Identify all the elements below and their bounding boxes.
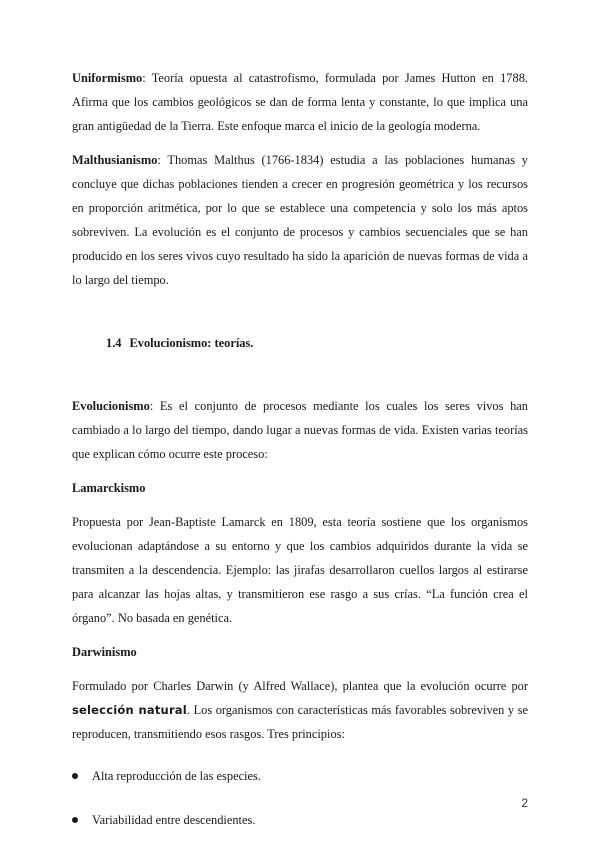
malthusianismo-paragraph xyxy=(72,148,528,292)
uniformismo-term: Uniformismo xyxy=(72,71,143,85)
darwinismo-paragraph xyxy=(72,674,528,746)
lamarckismo-paragraph: Propuesta por Jean-Baptiste Lamarck en 1809, esta teoría sostiene que los organismos evolucionan adaptándose a su entorno y que los cambios adquiridos durante la vida se transmiten a la descendencia. Ejemplo: las jirafas desarrollaron cuellos largos al estirarse para alcanzar las hojas altas, y transmitieron ese rasgo a sus crías. “La función crea el órgano”. No basada en genética. xyxy=(72,515,528,625)
section-title: Evolucionismo: teorías. xyxy=(129,336,254,350)
bullet-icon xyxy=(72,817,78,823)
evolucionismo-paragraph xyxy=(72,394,528,466)
section-heading xyxy=(72,332,528,354)
seleccion-natural-term: selección natural xyxy=(72,703,187,717)
malthusianismo-text: : Thomas Malthus (1766-1834) estudia a las poblaciones humanas y concluye que dichas poblaciones tienden a crecer en progresión geométrica y los recursos en proporción aritmética, por lo que se establece una competencia y solo los más aptos sobreviven. La evolución es el conjunto de procesos y cambios secuenciales que se han producido en los seres vivos cuyo resultado ha sido la aparición de nuevas formas de vida a lo largo del tiempo. xyxy=(72,153,528,287)
section-number: 1.4 xyxy=(106,336,122,350)
document-page xyxy=(72,66,528,852)
uniformismo-text: : Teoría opuesta al catastrofismo, formulada por James Hutton en 1788. Afirma que los cambios geológicos se dan de forma lenta y constante, lo que implica una gran antigüedad de la Tierra. Este enfoque marca el inicio de la geología moderna. xyxy=(72,71,528,133)
page-number: 2 xyxy=(521,796,528,810)
darwinismo-heading: Darwinismo xyxy=(72,645,137,659)
principles-list xyxy=(72,764,528,832)
evolucionismo-term: Evolucionismo xyxy=(72,399,150,413)
darwinismo-text-before: Formulado por Charles Darwin (y Alfred Wallace), plantea que la evolución ocurre por xyxy=(72,679,528,693)
evolucionismo-text: : Es el conjunto de procesos mediante los cuales los seres vivos han cambiado a lo largo del tiempo, dando lugar a nuevas formas de vida. Existen varias teorías que explican cómo ocurre este proceso: xyxy=(72,399,528,461)
uniformismo-paragraph xyxy=(72,66,528,138)
list-item xyxy=(72,764,528,788)
lamarckismo-heading: Lamarckismo xyxy=(72,481,146,495)
malthusianismo-term: Malthusianismo xyxy=(72,153,158,167)
principle-text: Alta reproducción de las especies. xyxy=(92,769,261,783)
principle-text: Variabilidad entre descendientes. xyxy=(92,813,256,827)
bullet-icon xyxy=(72,773,78,779)
darwinismo-text-after: . Los organismos con características más favorables sobreviven y se reproducen, transmitiendo esos rasgos. Tres principios: xyxy=(72,703,528,741)
list-item xyxy=(72,808,528,832)
